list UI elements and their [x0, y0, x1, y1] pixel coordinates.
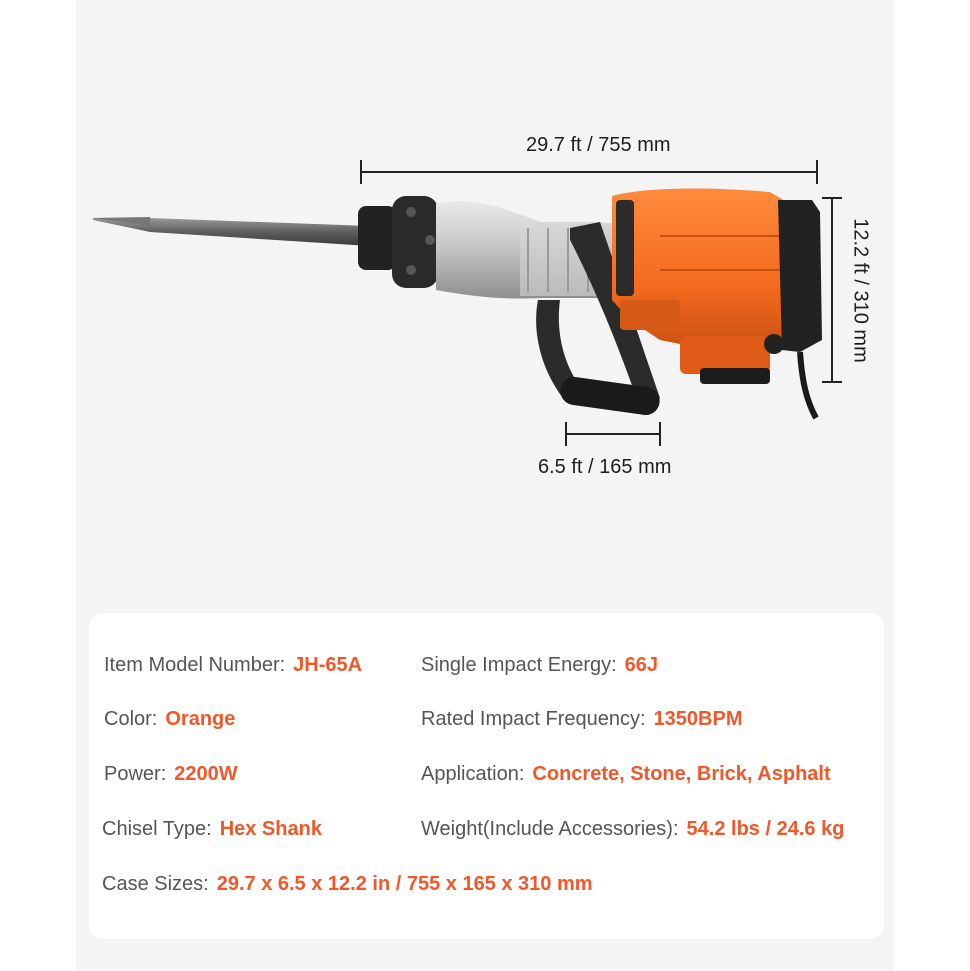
chuck: [358, 206, 396, 270]
spec-label: Application:: [421, 763, 525, 785]
spec-label: Chisel Type:: [102, 818, 212, 840]
rear-handle: [778, 200, 822, 352]
length-dimension-line: [361, 160, 817, 184]
spec-value: 2200W: [174, 763, 238, 785]
power-cord: [800, 352, 816, 418]
spec-value: Hex Shank: [219, 818, 322, 840]
spec-value: 29.7 x 6.5 x 12.2 in / 755 x 165 x 310 mm: [216, 873, 593, 895]
spec-label: Power:: [104, 763, 167, 785]
handle-dimension-label: 6.5 ft / 165 mm: [538, 456, 672, 478]
spec-value: 54.2 lbs / 24.6 kg: [686, 818, 845, 840]
spec-value: 1350BPM: [653, 708, 743, 730]
spec-weight: [421, 818, 844, 841]
spec-value: Orange: [165, 708, 236, 730]
spec-power: [104, 763, 238, 786]
spec-application: [421, 763, 831, 786]
spec-label: Single Impact Energy:: [421, 654, 617, 676]
spec-label: Case Sizes:: [102, 873, 209, 895]
height-dimension-line: [822, 198, 842, 382]
spec-chisel: [102, 818, 322, 841]
handle-dimension-line: [566, 422, 660, 446]
spec-case: [102, 873, 593, 896]
spec-value: JH-65A: [293, 654, 363, 676]
spec-value: 66J: [624, 654, 659, 676]
spec-label: Weight(Include Accessories):: [421, 818, 679, 840]
spec-color: [104, 708, 235, 731]
height-dimension-label: 12.2 ft / 310 mm: [849, 218, 872, 363]
spec-label: Item Model Number:: [104, 654, 286, 676]
spec-value: Concrete, Stone, Brick, Asphalt: [532, 763, 831, 785]
spec-label: Color:: [104, 708, 158, 730]
spec-frequency: [421, 708, 743, 731]
length-dimension-label: 29.7 ft / 755 mm: [526, 134, 671, 156]
spec-energy: [421, 654, 658, 677]
spec-model: [104, 654, 362, 677]
spec-label: Rated Impact Frequency:: [421, 708, 646, 730]
